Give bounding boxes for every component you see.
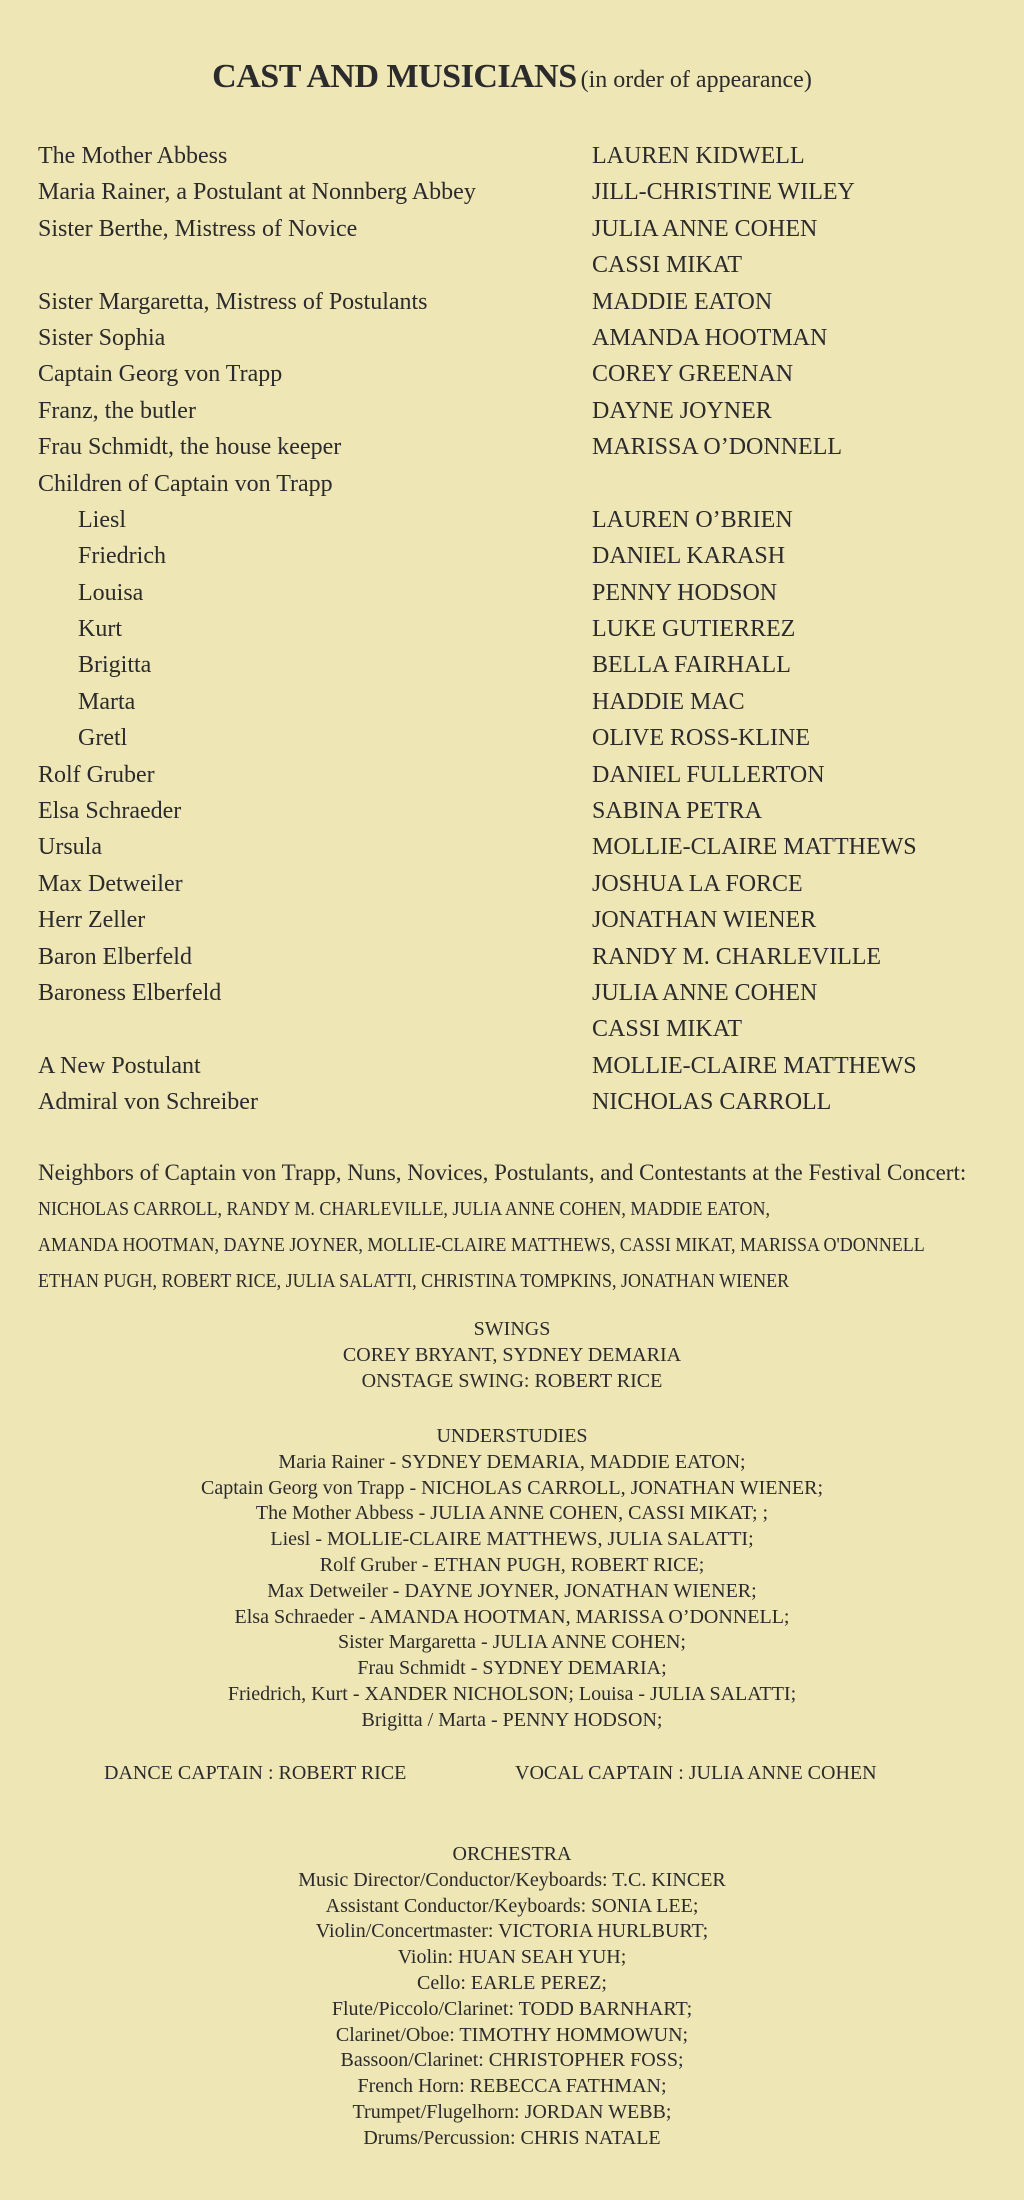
cast-actor: RANDY M. CHARLEVILLE bbox=[592, 943, 882, 970]
cast-role: Max Detweiler bbox=[38, 870, 183, 897]
title-subtitle: (in order of appearance) bbox=[580, 67, 812, 93]
cast-row bbox=[38, 1011, 998, 1047]
cast-actor: LUKE GUTIERREZ bbox=[592, 616, 796, 643]
understudy-line: Maria Rainer - SYDNEY DEMARIA, MADDIE EATON; bbox=[278, 1450, 746, 1473]
orchestra-line: Trumpet/Flugelhorn: JORDAN WEBB; bbox=[352, 2100, 672, 2123]
swings-line: COREY BRYANT, SYDNEY DEMARIA bbox=[342, 1343, 682, 1366]
orchestra-line: French Horn: REBECCA FATHMAN; bbox=[357, 2075, 667, 2098]
cast-row bbox=[38, 211, 998, 247]
cast-actor: JOSHUA LA FORCE bbox=[592, 870, 803, 897]
understudy-line: Elsa Schraeder - AMANDA HOOTMAN, MARISSA O’DONNELL; bbox=[234, 1605, 790, 1628]
cast-role: Herr Zeller bbox=[38, 907, 146, 934]
cast-row bbox=[38, 793, 998, 829]
cast-role: Friedrich bbox=[78, 543, 166, 570]
cast-row bbox=[38, 684, 998, 720]
understudy-line: Friedrich, Kurt - XANDER NICHOLSON; Louisa - JULIA SALATTI; bbox=[227, 1682, 797, 1705]
cast-actor: NICHOLAS CARROLL bbox=[592, 1089, 832, 1116]
ensemble-section bbox=[38, 1155, 1008, 1299]
cast-role: Marta bbox=[78, 688, 136, 715]
cast-actor: DAYNE JOYNER bbox=[592, 397, 772, 424]
cast-row bbox=[38, 939, 998, 975]
cast-row bbox=[38, 138, 998, 174]
cast-row bbox=[38, 393, 998, 429]
cast-role: Louisa bbox=[78, 579, 144, 606]
understudy-line: Liesl - MOLLIE-CLAIRE MATTHEWS, JULIA SALATTI; bbox=[270, 1528, 754, 1551]
cast-role: Frau Schmidt, the house keeper bbox=[38, 434, 342, 461]
orchestra-heading: ORCHESTRA bbox=[452, 1843, 572, 1865]
swings-heading: SWINGS bbox=[473, 1318, 551, 1340]
cast-actor: MOLLIE-CLAIRE MATTHEWS bbox=[592, 1052, 917, 1079]
cast-row bbox=[38, 356, 998, 392]
orchestra-line: Clarinet/Oboe: TIMOTHY HOMMOWUN; bbox=[335, 2023, 689, 2046]
swings-line: ONSTAGE SWING: ROBERT RICE bbox=[361, 1369, 663, 1392]
cast-row bbox=[38, 866, 998, 902]
cast-row bbox=[38, 320, 998, 356]
understudies-heading: UNDERSTUDIES bbox=[436, 1425, 588, 1447]
cast-row bbox=[38, 174, 998, 210]
cast-row bbox=[38, 1084, 998, 1120]
cast-role: Baron Elberfeld bbox=[38, 943, 192, 970]
cast-actor: CASSI MIKAT bbox=[592, 252, 743, 279]
cast-row bbox=[38, 429, 998, 465]
cast-list bbox=[38, 138, 998, 1121]
orchestra-line: Flute/Piccolo/Clarinet: TODD BARNHART; bbox=[331, 1997, 693, 2020]
cast-role: Rolf Gruber bbox=[38, 761, 155, 788]
cast-role: Brigitta bbox=[78, 652, 152, 679]
cast-row bbox=[38, 502, 998, 538]
cast-actor: CASSI MIKAT bbox=[592, 1016, 743, 1043]
cast-actor: OLIVE ROSS-KLINE bbox=[592, 725, 810, 752]
cast-actor: PENNY HODSON bbox=[592, 579, 778, 606]
cast-role: The Mother Abbess bbox=[38, 143, 228, 169]
cast-role: Ursula bbox=[38, 834, 102, 861]
cast-row bbox=[38, 647, 998, 683]
cast-actor: JULIA ANNE COHEN bbox=[592, 215, 818, 242]
ensemble-line: ETHAN PUGH, ROBERT RICE, JULIA SALATTI, CHRISTINA TOMPKINS, JONATHAN WIENER bbox=[38, 1270, 790, 1292]
cast-actor: COREY GREENAN bbox=[592, 361, 794, 388]
cast-role: A New Postulant bbox=[38, 1052, 201, 1079]
cast-actor: LAUREN O’BRIEN bbox=[592, 506, 793, 533]
understudy-line: Max Detweiler - DAYNE JOYNER, JONATHAN WIENER; bbox=[267, 1579, 757, 1602]
cast-actor: MADDIE EATON bbox=[592, 288, 773, 315]
cast-row bbox=[38, 575, 998, 611]
cast-role: Baroness Elberfeld bbox=[38, 979, 222, 1006]
cast-role: Gretl bbox=[78, 725, 128, 752]
cast-row bbox=[38, 247, 998, 283]
understudy-line: Rolf Gruber - ETHAN PUGH, ROBERT RICE; bbox=[319, 1553, 705, 1576]
orchestra-line: Violin: HUAN SEAH YUH; bbox=[397, 1946, 627, 1969]
cast-actor: MARISSA O’DONNELL bbox=[592, 434, 843, 461]
cast-role: Kurt bbox=[78, 616, 122, 643]
orchestra-line: Cello: EARLE PEREZ; bbox=[417, 1971, 607, 1994]
cast-row bbox=[38, 284, 998, 320]
understudy-line: Brigitta / Marta - PENNY HODSON; bbox=[361, 1708, 663, 1731]
cast-actor: JONATHAN WIENER bbox=[592, 907, 817, 934]
cast-row bbox=[38, 829, 998, 865]
cast-role: Children of Captain von Trapp bbox=[38, 470, 333, 497]
understudy-line: Captain Georg von Trapp - NICHOLAS CARROLL, JONATHAN WIENER; bbox=[200, 1476, 824, 1499]
cast-row bbox=[38, 611, 998, 647]
cast-actor: JULIA ANNE COHEN bbox=[592, 979, 818, 1006]
swings-section bbox=[0, 1317, 1024, 1394]
cast-actor: JILL-CHRISTINE WILEY bbox=[592, 179, 855, 206]
understudy-line: Sister Margaretta - JULIA ANNE COHEN; bbox=[338, 1631, 686, 1654]
cast-role: Admiral von Schreiber bbox=[38, 1089, 258, 1116]
understudy-line: The Mother Abbess - JULIA ANNE COHEN, CASSI MIKAT; ; bbox=[255, 1502, 769, 1525]
cast-role: Elsa Schraeder bbox=[38, 798, 182, 825]
orchestra-line: Violin/Concertmaster: VICTORIA HURLBURT; bbox=[315, 1920, 709, 1943]
dance-captain: DANCE CAPTAIN : ROBERT RICE bbox=[104, 1762, 407, 1784]
cast-actor: BELLA FAIRHALL bbox=[592, 652, 791, 679]
cast-row bbox=[38, 902, 998, 938]
cast-actor: AMANDA HOOTMAN bbox=[592, 324, 828, 351]
cast-row bbox=[38, 975, 998, 1011]
cast-role: Franz, the butler bbox=[38, 397, 196, 424]
ensemble-line: AMANDA HOOTMAN, DAYNE JOYNER, MOLLIE-CLAIRE MATTHEWS, CASSI MIKAT, MARISSA O'DONNELL bbox=[38, 1234, 925, 1256]
ensemble-heading: Neighbors of Captain von Trapp, Nuns, Novices, Postulants, and Contestants at the Festival Concert: bbox=[38, 1160, 967, 1185]
cast-row bbox=[38, 720, 998, 756]
cast-row bbox=[38, 466, 998, 502]
cast-role: Captain Georg von Trapp bbox=[38, 361, 283, 388]
cast-actor: LAUREN KIDWELL bbox=[592, 143, 805, 169]
understudies-section bbox=[0, 1424, 1024, 1734]
cast-row bbox=[38, 538, 998, 574]
cast-actor: DANIEL FULLERTON bbox=[592, 761, 825, 788]
orchestra-line: Music Director/Conductor/Keyboards: T.C. KINCER bbox=[298, 1868, 726, 1891]
cast-actor: HADDIE MAC bbox=[592, 688, 745, 715]
cast-actor: MOLLIE-CLAIRE MATTHEWS bbox=[592, 834, 917, 861]
cast-actor: SABINA PETRA bbox=[592, 798, 763, 825]
vocal-captain: VOCAL CAPTAIN : JULIA ANNE COHEN bbox=[515, 1762, 877, 1784]
cast-role: Liesl bbox=[78, 506, 126, 533]
cast-actor: DANIEL KARASH bbox=[592, 543, 786, 570]
cast-role: Sister Margaretta, Mistress of Postulants bbox=[38, 288, 428, 315]
cast-row bbox=[38, 757, 998, 793]
understudy-line: Frau Schmidt - SYDNEY DEMARIA; bbox=[357, 1657, 667, 1680]
cast-role: Maria Rainer, a Postulant at Nonnberg Abbey bbox=[38, 179, 476, 206]
orchestra-line: Assistant Conductor/Keyboards: SONIA LEE; bbox=[325, 1894, 699, 1917]
orchestra-section bbox=[0, 1842, 1024, 2152]
ensemble-line: NICHOLAS CARROLL, RANDY M. CHARLEVILLE, JULIA ANNE COHEN, MADDIE EATON, bbox=[38, 1198, 770, 1220]
cast-role: Sister Sophia bbox=[38, 324, 166, 351]
orchestra-line: Bassoon/Clarinet: CHRISTOPHER FOSS; bbox=[340, 2049, 684, 2072]
cast-row bbox=[38, 1048, 998, 1084]
page-title bbox=[0, 58, 1024, 96]
title-main: CAST AND MUSICIANS bbox=[212, 58, 577, 95]
orchestra-line: Drums/Percussion: CHRIS NATALE bbox=[363, 2126, 661, 2149]
cast-role: Sister Berthe, Mistress of Novice bbox=[38, 215, 358, 242]
